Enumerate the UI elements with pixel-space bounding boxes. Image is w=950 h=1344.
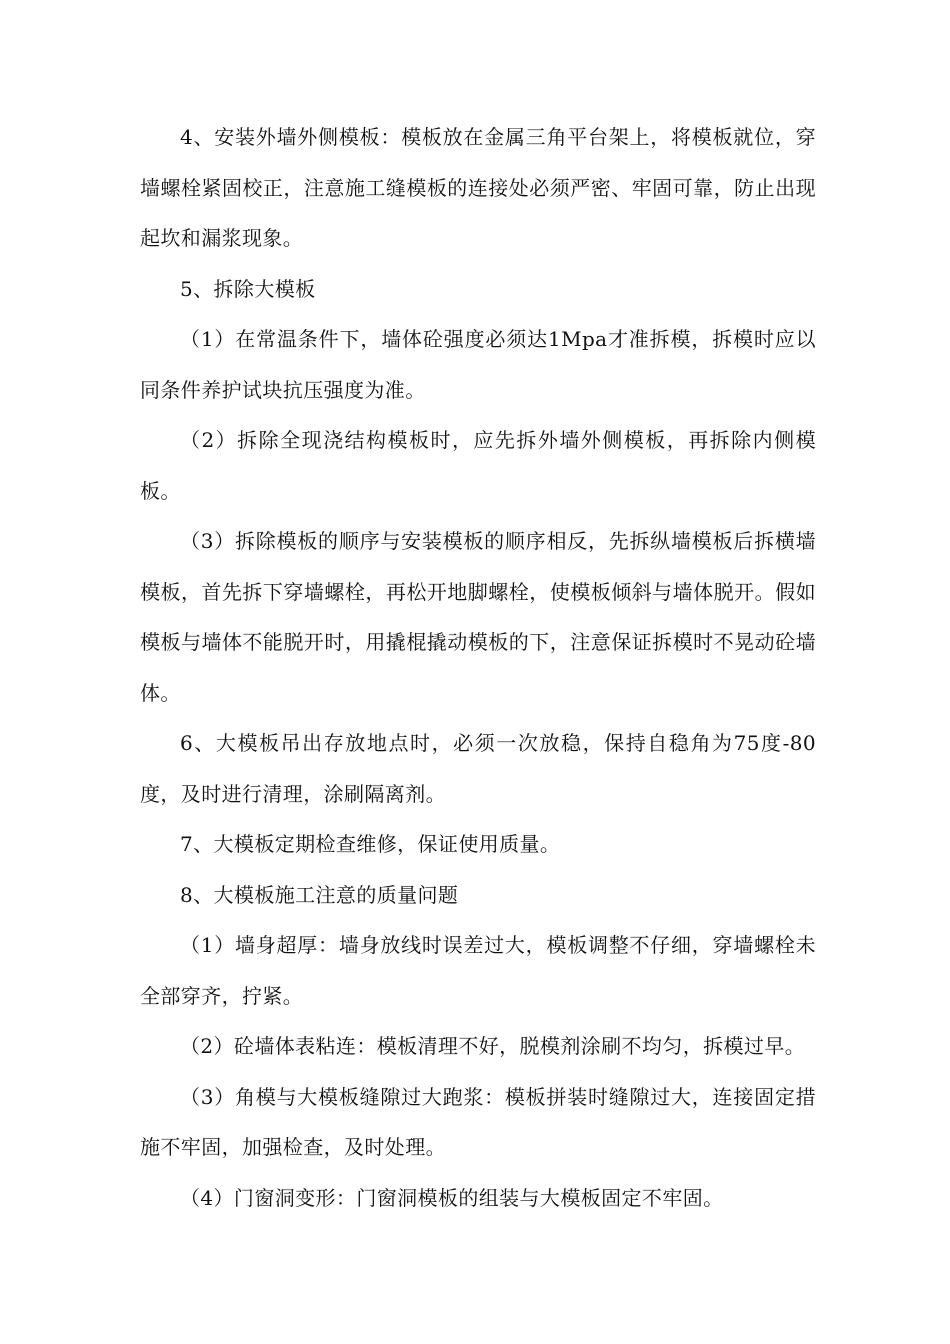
paragraph-step-8-3: （3）角模与大模板缝隙过大跑浆：模板拼装时缝隙过大，连接固定措施不牢固，加强检查，及时处理。 [140,1084,816,1159]
paragraph-step-5-1: （1）在常温条件下，墙体砼强度必须达1Mpa才准拆模，拆模时应以同条件养护试块抗压强度为准。 [140,327,816,402]
paragraph-step-8-1: （1）墙身超厚：墙身放线时误差过大，模板调整不仔细，穿墙螺栓未全部穿齐，拧紧。 [140,933,816,1008]
paragraph-step-8-2: （2）砼墙体表粘连：模板清理不好，脱模剂涂刷不均匀，拆模过早。 [180,1034,806,1058]
paragraph-step-7: 7、大模板定期检查维修，保证使用质量。 [180,832,561,856]
heading-step-5: 5、拆除大模板 [180,276,316,301]
paragraph-step-4: 4、安装外墙外侧模板：模板放在金属三角平台架上，将模板就位，穿墙螺栓紧固校正，注意施工缝模板的连接处必须严密、牢固可靠，防止出现起坎和漏浆现象。 [140,125,816,250]
paragraph-step-8-4: （4）门窗洞变形：门窗洞模板的组装与大模板固定不牢固。 [180,1185,724,1210]
paragraph-step-5-3: （3）拆除模板的顺序与安装模板的顺序相反，先拆纵墙模板后拆横墙模板，首先拆下穿墙螺栓，再松开地脚螺栓，使模板倾斜与墙体脱开。假如模板与墙体不能脱开时，用撬棍撬动模板的下，注意保证拆模时不晃动砼墙体。 [140,529,816,705]
heading-step-8: 8、大模板施工注意的质量问题 [180,882,459,907]
paragraph-step-6: 6、大模板吊出存放地点时，必须一次放稳，保持自稳角为75度-80度，及时进行清理，涂刷隔离剂。 [140,731,816,806]
paragraph-step-5-2: （2）拆除全现浇结构模板时，应先拆外墙外侧模板，再拆除内侧模板。 [140,428,816,503]
document-body [140,112,816,1223]
